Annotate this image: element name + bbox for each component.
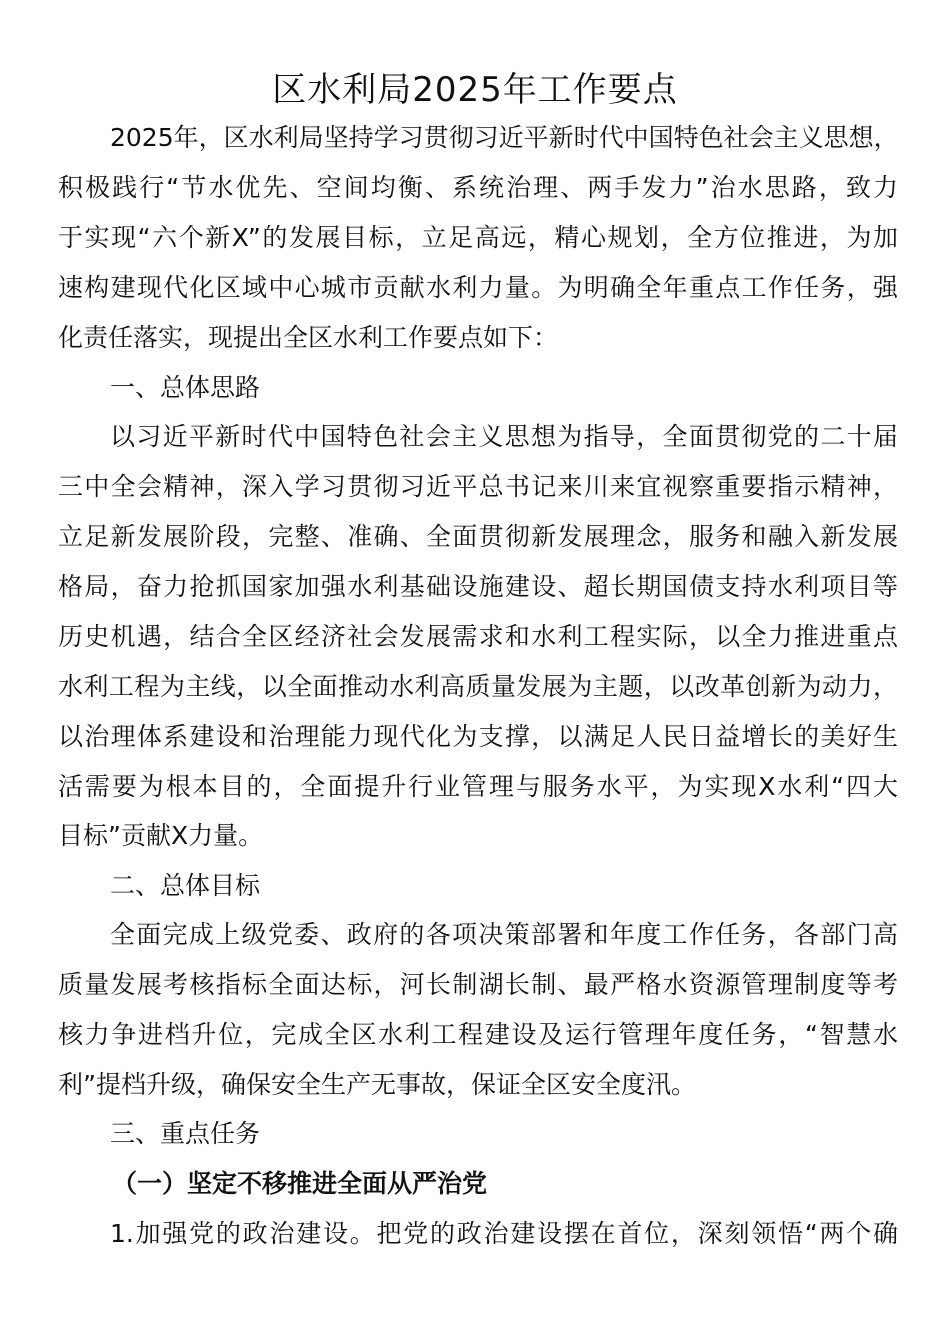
- intro-line-1: 2025年，区水利局坚持学习贯彻习近平新时代中国特色社会主义思想，: [110, 123, 899, 152]
- section1-line-9: 目标”贡献X力量。: [58, 821, 264, 850]
- section1-line-8: 活需要为根本目的，全面提升行业管理与服务水平，为实现X水利“四大: [58, 772, 898, 801]
- section2-line-2: 质量发展考核指标全面达标，河长制湖长制、最严格水资源管理制度等考: [58, 970, 898, 999]
- intro-line-4: 速构建现代化区域中心城市贡献水利力量。为明确全年重点工作任务，强: [58, 273, 898, 302]
- document-title: 区水利局2025年工作要点: [272, 70, 678, 110]
- section1-line-2: 三中全会精神，深入学习贯彻习近平总书记来川来宜视察重要指示精神，: [58, 472, 898, 501]
- section2-line-1: 全面完成上级党委、政府的各项决策部署和年度工作任务，各部门高: [110, 920, 898, 949]
- intro-line-5: 化责任落实，现提出全区水利工作要点如下：: [58, 323, 559, 352]
- section-heading-overall-approach: 一、总体思路: [110, 373, 261, 402]
- item1-line-1: 1.加强党的政治建设。把党的政治建设摆在首位，深刻领悟“两个确: [110, 1219, 898, 1248]
- subsection-heading-party-governance: （一）坚定不移推进全面从严治党: [112, 1169, 488, 1198]
- section1-line-5: 历史机遇，结合全区经济社会发展需求和水利工程实际，以全力推进重点: [58, 622, 898, 651]
- section1-line-4: 格局，奋力抢抓国家加强水利基础设施建设、超长期国债支持水利项目等: [58, 572, 898, 601]
- section1-line-3: 立足新发展阶段，完整、准确、全面贯彻新发展理念，服务和融入新发展: [58, 522, 898, 551]
- section-heading-key-tasks: 三、重点任务: [110, 1119, 261, 1148]
- intro-line-2: 积极践行“节水优先、空间均衡、系统治理、两手发力”治水思路，致力: [58, 173, 898, 202]
- section-heading-overall-goals: 二、总体目标: [110, 871, 261, 900]
- intro-line-3: 于实现“六个新X”的发展目标，立足高远，精心规划，全方位推进，为加: [58, 223, 898, 252]
- section2-line-4: 利”提档升级，确保安全生产无事故，保证全区安全度汛。: [58, 1070, 696, 1099]
- section2-line-3: 核力争进档升位，完成全区水利工程建设及运行管理年度任务，“智慧水: [58, 1020, 898, 1049]
- section1-line-1: 以习近平新时代中国特色社会主义思想为指导，全面贯彻党的二十届: [110, 422, 898, 451]
- section1-line-6: 水利工程为主线，以全面推动水利高质量发展为主题，以改革创新为动力，: [58, 672, 898, 701]
- section1-line-7: 以治理体系建设和治理能力现代化为支撑，以满足人民日益增长的美好生: [58, 722, 898, 751]
